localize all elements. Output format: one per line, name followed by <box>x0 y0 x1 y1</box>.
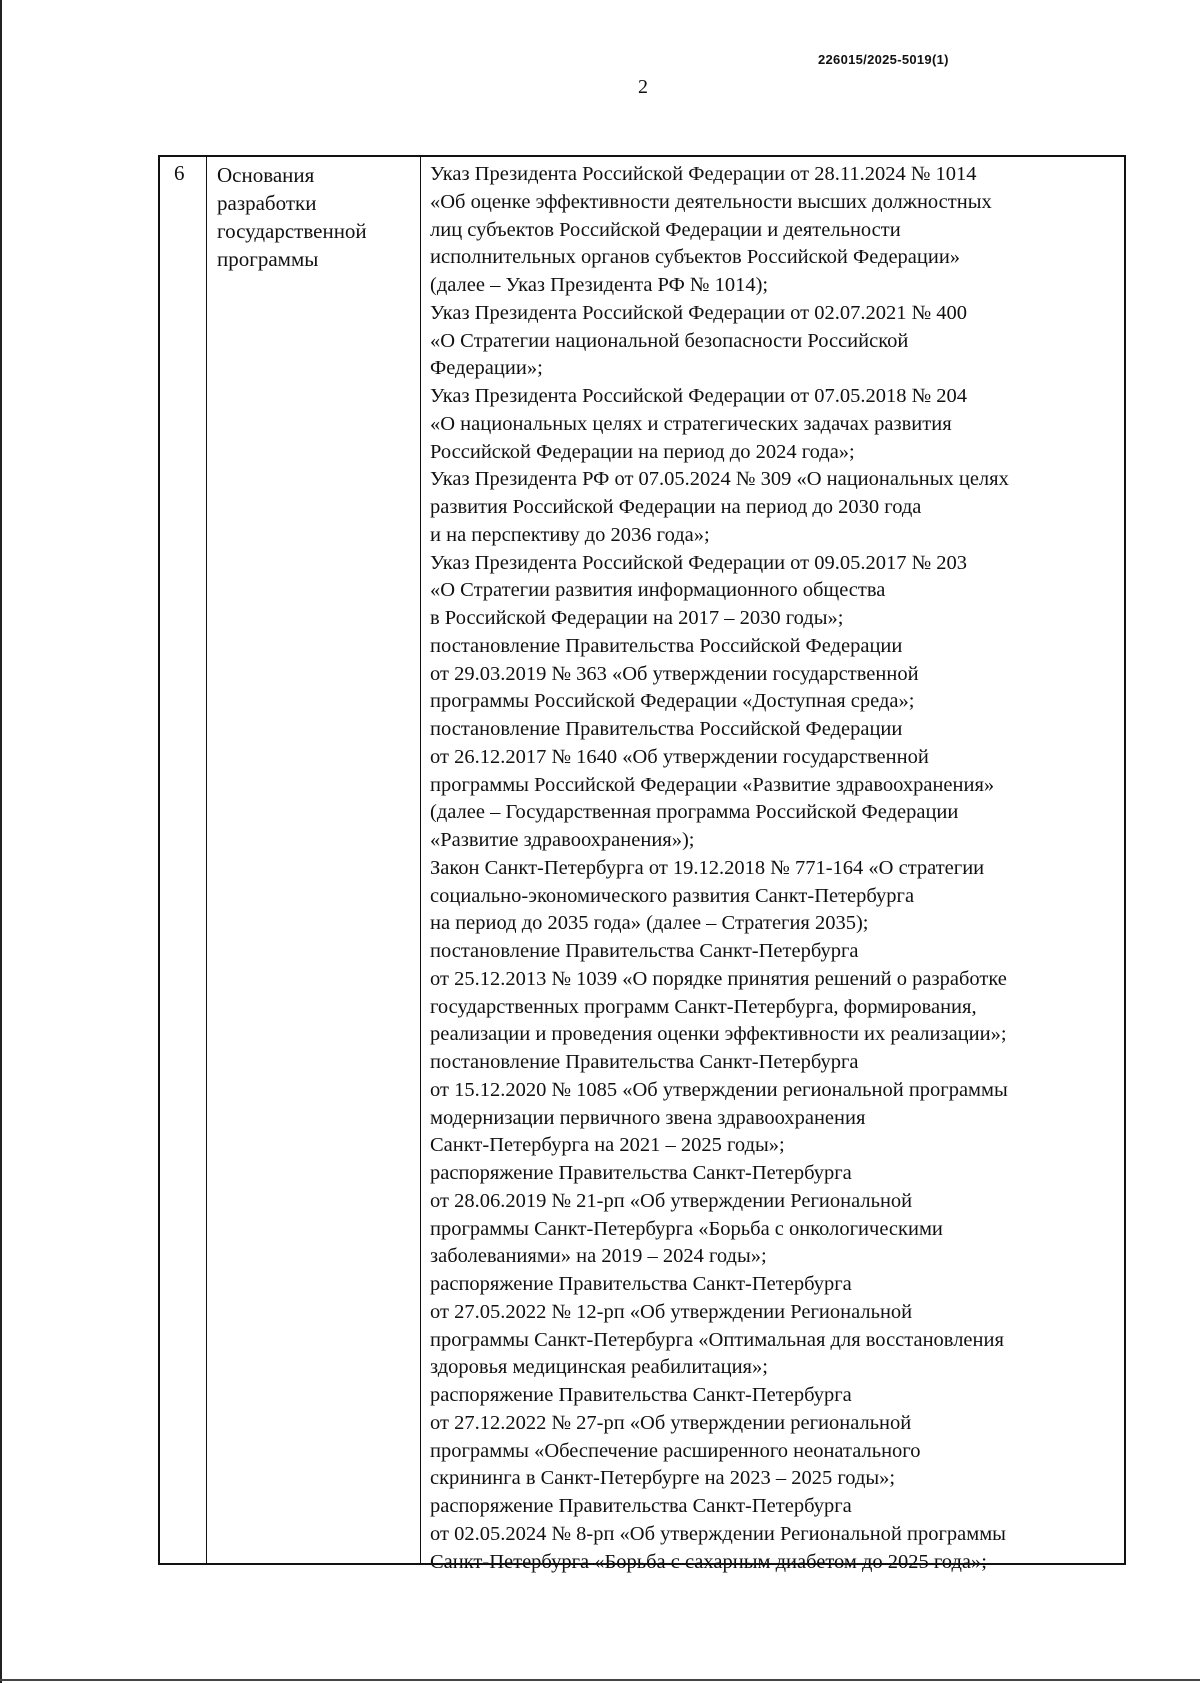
content-line: Указ Президента Российской Федерации от 07.05.2018 № 204 <box>430 385 968 407</box>
content-line: (далее – Указ Президента РФ № 1014); <box>430 274 769 296</box>
content-line: программы Санкт-Петербурга «Борьба с онкологическими <box>430 1217 943 1240</box>
content-line: на период до 2035 года» (далее – Стратегия 2035); <box>430 912 869 935</box>
row-label <box>217 161 417 273</box>
content-line: программы «Обеспечение расширенного неонатального <box>430 1439 921 1462</box>
row-label-line: разработки <box>217 191 317 215</box>
document-id: 226015/2025-5019(1) <box>818 52 949 67</box>
content-line: лиц субъектов Российской Федерации и деятельности <box>430 218 901 241</box>
content-line: «Развитие здравоохранения»); <box>430 829 695 851</box>
column-divider <box>420 157 421 1563</box>
content-line: «О Стратегии национальной безопасности Российской <box>430 329 909 352</box>
content-line: Санкт-Петербурга на 2021 – 2025 годы»; <box>430 1134 785 1157</box>
content-line: от 29.03.2019 № 363 «Об утверждении государственной <box>430 662 919 685</box>
content-line: постановление Правительства Санкт-Петербурга <box>430 940 859 962</box>
content-line: распоряжение Правительства Санкт-Петербурга <box>430 1384 852 1406</box>
content-line: Указ Президента Российской Федерации от 09.05.2017 № 203 <box>430 551 968 574</box>
content-line: «О национальных целях и стратегических задачах развития <box>430 412 952 435</box>
row-content <box>430 161 1130 1576</box>
content-line: Указ Президента РФ от 07.05.2024 № 309 «О национальных целях <box>430 468 1009 491</box>
content-line: заболеваниями» на 2019 – 2024 годы»; <box>430 1245 767 1268</box>
content-line: распоряжение Правительства Санкт-Петербурга <box>430 1162 852 1184</box>
content-line: в Российской Федерации на 2017 – 2030 годы»; <box>430 607 844 629</box>
content-line: «Об оценке эффективности деятельности высших должностных <box>430 190 992 213</box>
content-line: исполнительных органов субъектов Российской Федерации» <box>430 246 961 269</box>
row-label-line: Основания <box>217 163 315 187</box>
content-line: программы Российской Федерации «Доступная среда»; <box>430 690 915 713</box>
content-line: распоряжение Правительства Санкт-Петербурга <box>430 1495 852 1517</box>
content-line: постановление Правительства Санкт-Петербурга <box>430 1051 859 1073</box>
content-line: (далее – Государственная программа Российской Федерации <box>430 801 959 824</box>
content-line: здоровья медицинская реабилитация»; <box>430 1356 768 1379</box>
content-line: реализации и проведения оценки эффективности их реализации»; <box>430 1023 1007 1046</box>
content-line: постановление Правительства Российской Федерации <box>430 634 903 657</box>
column-divider <box>206 157 207 1563</box>
content-line: модернизации первичного звена здравоохранения <box>430 1106 866 1129</box>
content-line: от 28.06.2019 № 21-рп «Об утверждении Региональной <box>430 1189 913 1212</box>
content-line: Санкт-Петербурга «Борьба с сахарным диабетом до 2025 года»; <box>430 1550 987 1573</box>
content-line: от 02.05.2024 № 8-рп «Об утверждении Региональной программы <box>430 1522 1006 1545</box>
content-line: скрининга в Санкт-Петербурге на 2023 – 2025 годы»; <box>430 1467 896 1490</box>
content-line: программы Российской Федерации «Развитие здравоохранения» <box>430 773 995 796</box>
content-line: Закон Санкт-Петербурга от 19.12.2018 № 771-164 «О стратегии <box>430 856 985 879</box>
program-table <box>158 155 1126 1573</box>
content-line: распоряжение Правительства Санкт-Петербурга <box>430 1273 852 1295</box>
content-line: социально-экономического развития Санкт-Петербурга <box>430 884 915 907</box>
page-number: 2 <box>638 76 648 98</box>
content-line: развития Российской Федерации на период до 2030 года <box>430 496 922 518</box>
content-line: Указ Президента Российской Федерации от 02.07.2021 № 400 <box>430 301 968 324</box>
content-line: от 27.05.2022 № 12-рп «Об утверждении Региональной <box>430 1300 913 1323</box>
row-number: 6 <box>174 161 185 185</box>
content-line: от 26.12.2017 № 1640 «Об утверждении государственной <box>430 745 929 768</box>
content-line: Федерации»; <box>430 357 543 380</box>
content-line: от 25.12.2013 № 1039 «О порядке принятия решений о разработке <box>430 967 1007 990</box>
content-line: Указ Президента Российской Федерации от 28.11.2024 № 1014 <box>430 163 977 185</box>
row-label-line: государственной <box>217 219 367 243</box>
content-line: постановление Правительства Российской Федерации <box>430 718 903 740</box>
content-line: Российской Федерации на период до 2024 года»; <box>430 440 855 463</box>
content-line: государственных программ Санкт-Петербурга, формирования, <box>430 995 977 1018</box>
content-line: от 27.12.2022 № 27-рп «Об утверждении региональной <box>430 1411 912 1434</box>
row-label-line: программы <box>217 247 319 271</box>
content-line: «О Стратегии развития информационного общества <box>430 579 886 602</box>
content-line: и на перспективу до 2036 года»; <box>430 523 710 546</box>
content-line: программы Санкт-Петербурга «Оптимальная для восстановления <box>430 1328 1004 1351</box>
content-line: от 15.12.2020 № 1085 «Об утверждении региональной программы <box>430 1078 1008 1101</box>
